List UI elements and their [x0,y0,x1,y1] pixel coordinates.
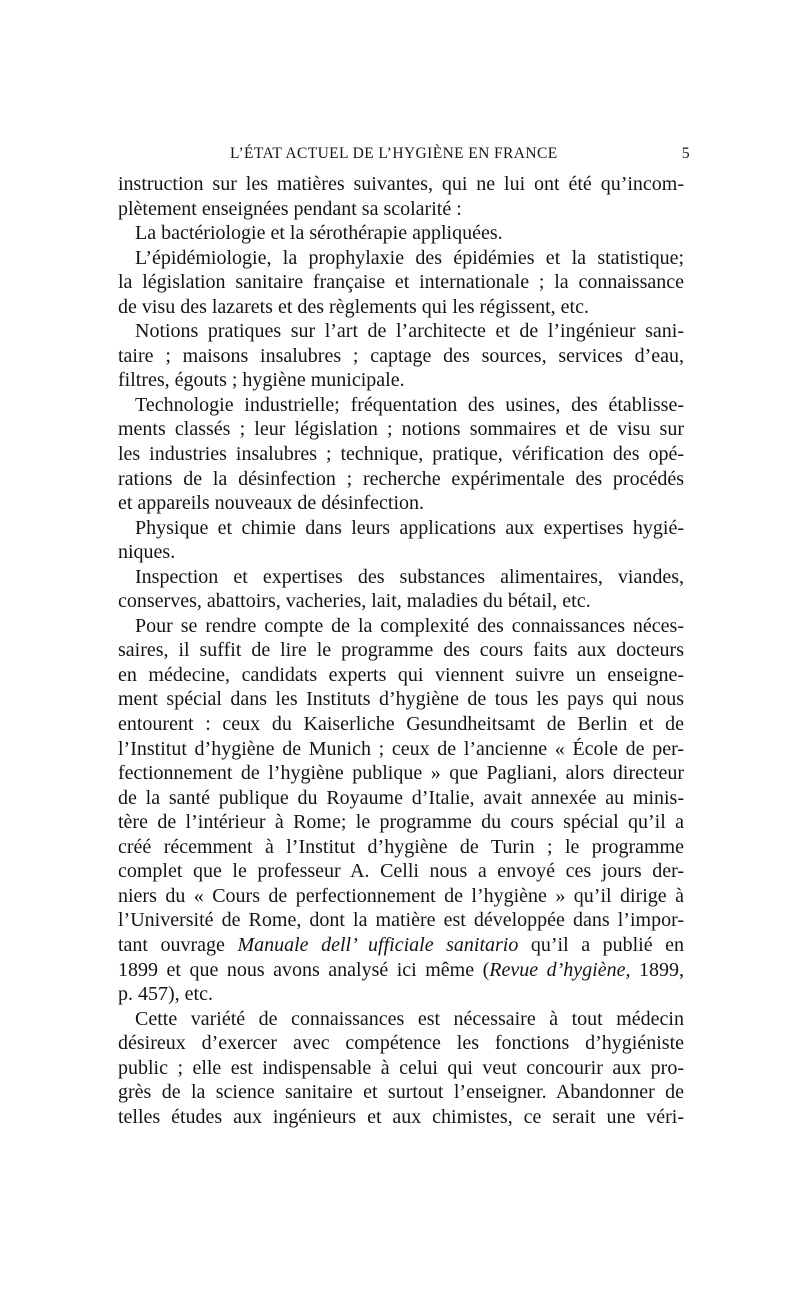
text-line: L’épidémiologie, la prophylaxie des épidémies et la statistique; [135,246,684,269]
text-line: la législation sanitaire française et internationale ; la connaissance [118,271,684,294]
text-line: rations de la désinfection ; recherche expérimentale des procédés [118,467,684,490]
text-line: fectionnement de l’hygiène publique » que Pagliani, alors directeur [118,762,684,785]
text-line: Pour se rendre compte de la complexité des connaissances néces- [135,614,684,637]
text-line: désireux d’exercer avec compétence les fonctions d’hygiéniste [118,1032,684,1055]
text-line: ments classés ; leur législation ; notions sommaires et de visu sur [118,418,684,441]
text-run: qu’il a publié en [518,933,684,956]
text-line: conserves, abattoirs, vacheries, lait, maladies du bétail, etc. [118,590,591,613]
text-line: entourent : ceux du Kaiserliche Gesundheitsamt de Berlin et de [118,713,684,736]
text-line: saires, il suffit de lire le programme des cours faits aux docteurs [118,639,684,662]
text-line: public ; elle est indispensable à celui qui veut concourir aux pro- [118,1056,684,1079]
text-line: de visu des lazarets et des règlements qui les régissent, etc. [118,295,589,318]
text-line: instruction sur les matières suivantes, qui ne lui ont été qu’incom- [118,173,684,195]
text-line: niers du « Cours de perfectionnement de l’hygiène » qu’il dirige à [118,884,684,907]
text-line: les industries insalubres ; technique, pratique, vérification des opé- [118,443,684,466]
text-line: taire ; maisons insalubres ; captage des sources, services d’eau, [118,344,684,367]
text-line: Technologie industrielle; fréquentation des usines, des établisse- [135,393,684,416]
text-line: Notions pratiques sur l’art de l’architecte et de l’ingénieur sani- [135,320,684,343]
text-line: niques. [118,541,176,564]
book-title: Manuale dell’ ufficiale sanitario [237,933,519,956]
page-number: 5 [681,145,690,162]
text-run: 1899, [630,958,684,981]
text-line: La bactériologie et la sérothérapie appliquées. [135,222,503,245]
page-header [118,145,690,167]
text-line: complet que le professeur A. Celli nous a envoyé ces jours der- [118,860,684,883]
text-line: filtres, égouts ; hygiène municipale. [118,369,405,392]
text-line: l’Institut d’hygiène de Munich ; ceux de l’ancienne « École de per- [118,737,684,760]
text-line: en médecine, candidats experts qui viennent suivre un enseigne- [118,663,684,686]
text-line: créé récemment à l’Institut d’hygiène de Turin ; le programme [118,835,684,858]
text-line-with-title [118,958,684,983]
text-line-with-title [118,933,684,958]
text-line: plètement enseignées pendant sa scolarité : [118,197,462,220]
text-line: de la santé publique du Royaume d’Italie, avait annexée au minis- [118,786,684,809]
text-run: tant ouvrage [118,933,238,956]
text-line: telles études aux ingénieurs et aux chimistes, ce serait une véri- [118,1105,684,1128]
text-line: l’Université de Rome, dont la matière est développée dans l’impor- [118,909,684,932]
text-line: tère de l’intérieur à Rome; le programme du cours spécial qu’il a [118,811,684,834]
text-run: 1899 et que nous avons analysé ici même ( [118,958,490,981]
text-line: ment spécial dans les Instituts d’hygiène de tous les pays qui nous [118,688,684,711]
text-line: Inspection et expertises des substances alimentaires, viandes, [135,565,684,588]
body-text [118,172,684,1129]
running-title: L’ÉTAT ACTUEL DE L’HYGIÈNE EN FRANCE [230,145,558,162]
text-line: Cette variété de connaissances est nécessaire à tout médecin [135,1007,684,1030]
journal-title: Revue d’hygiène, [489,958,631,981]
text-line: Physique et chimie dans leurs applications aux expertises hygié- [135,516,684,539]
text-line: p. 457), etc. [118,983,213,1006]
text-line: et appareils nouveaux de désinfection. [118,492,424,515]
text-line: grès de la science sanitaire et surtout l’enseigner. Abandonner de [118,1081,684,1104]
